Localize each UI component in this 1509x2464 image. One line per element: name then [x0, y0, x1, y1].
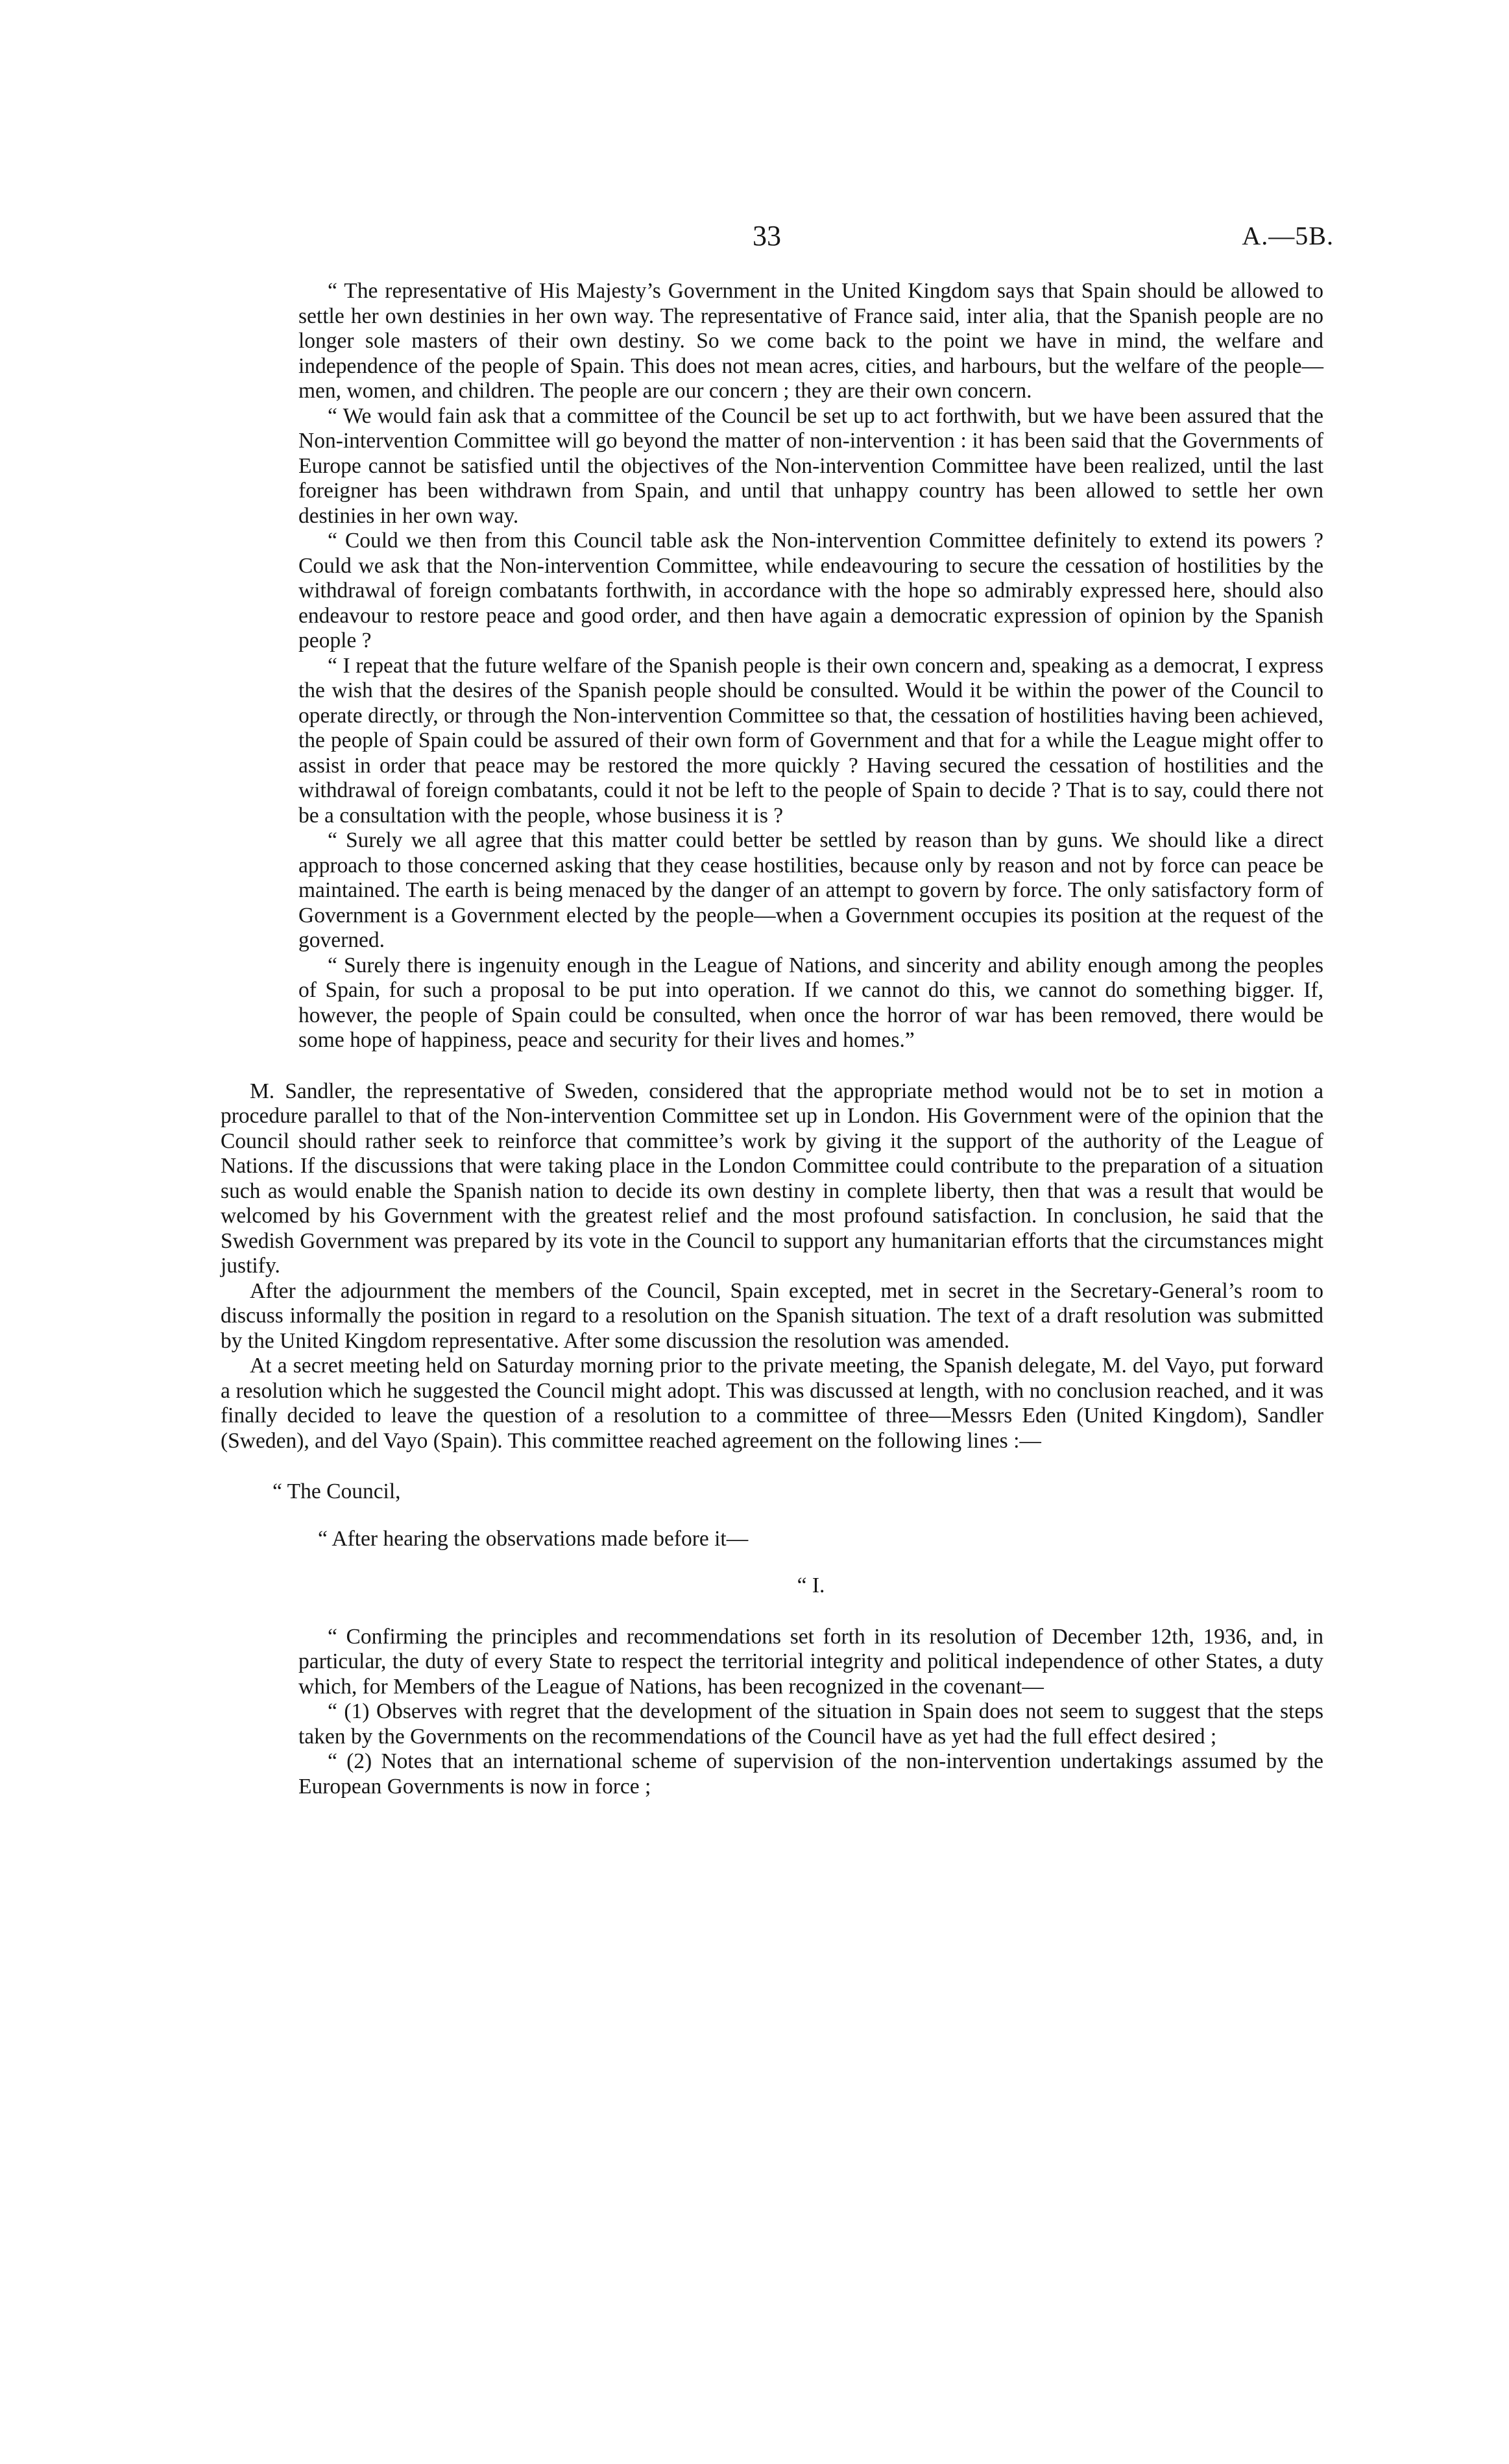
quote-paragraph-3: “ Could we then from this Council table ask the Non-intervention Committee definitely to extend its powers ? Could we ask that the Non-intervention Committee, while endeavouring to secure the cessation of hostilities by the withdrawal of foreign combatants forthwith, in accordance with the hope so admirably expressed here, should also endeavour to restore peace and good order, and then have again a democratic expression of opinion by the Spanish people ? — [298, 529, 1323, 652]
page-number: 33 — [753, 220, 781, 252]
resolution-preamble: “ After hearing the observations made before it— — [318, 1526, 749, 1551]
quote-paragraph-5: “ Surely we all agree that this matter could better be settled by reason than by guns. We should like a direct approach to those concerned asking that they cease hostilities, because only by reason and not by force can peace be maintained. The earth is being menaced by the danger of an attempt to govern by force. The only satisfactory form of Government is a Government elected by the people—when a Government occupies its position at the request of the governed. — [298, 828, 1323, 952]
resolution-item-2: “ (2) Notes that an international scheme of supervision of the non-intervention undertakings assumed by the European Governments is now in force ; — [298, 1749, 1323, 1799]
sandler-paragraph: M. Sandler, the representative of Sweden, considered that the appropriate method would not be to set in motion a procedure parallel to that of the Non-intervention Committee set up in London. His Government were of the opinion that the Council should rather seek to reinforce that committee’s work by giving it the support of the authority of the League of Nations. If the discussions that were taking place in the London Committee could contribute to the preparation of a situation such as would enable the Spanish nation to decide its own destiny in complete liberty, then that was a result that would be welcomed by his Government with the greatest relief and the most profound satisfaction. In conclusion, he said that the Swedish Government was prepared by its vote in the Council to support any humanitarian efforts that the circumstances might justify. — [221, 1079, 1323, 1278]
resolution-council-heading: “ The Council, — [272, 1479, 401, 1503]
quote-paragraph-1: “ The representative of His Majesty’s Government in the United Kingdom says that Spain should be allowed to settle her own destinies in her own way. The representative of France said, inter alia, that the Spanish people are no longer sole masters of their own destiny. So we come back to the point we have in mind, the welfare and independence of the people of Spain. This does not mean acres, cities, and harbours, but the welfare of the people—men, women, and children. The people are our concern ; they are their own concern. — [298, 279, 1323, 403]
adjournment-paragraph: After the adjournment the members of the Council, Spain excepted, met in secret in the Secretary-General’s room to discuss informally the position in regard to a resolution on the Spanish situation. The text of a draft resolution was submitted by the United Kingdom representative. After some discussion the resolution was amended. — [221, 1278, 1323, 1353]
quote-paragraph-2: “ We would fain ask that a committee of the Council be set up to act forthwith, but we have been assured that the Non-intervention Committee will go beyond the matter of non-intervention : it has been said that the Governments of Europe cannot be satisfied until the objectives of the Non-intervention Committee have been realized, until the last foreigner has been withdrawn from Spain, and until that unhappy country has been allowed to settle her own destinies in her own way. — [298, 403, 1323, 528]
secret-meeting-paragraph: At a secret meeting held on Saturday morning prior to the private meeting, the Spanish delegate, M. del Vayo, put forward a resolution which he suggested the Council might adopt. This was discussed at length, with no conclusion reached, and it was finally decided to leave the question of a resolution to a committee of three—Messrs Eden (United Kingdom), Sandler (Sweden), and del Vayo (Spain). This committee reached agreement on the following lines :— — [221, 1354, 1323, 1453]
resolution-item-1: “ (1) Observes with regret that the development of the situation in Spain does not seem to suggest that the steps taken by the Governments on the recommendations of the Council have as yet had the full effect desired ; — [298, 1699, 1323, 1749]
document-body — [221, 279, 1323, 1799]
page-header — [0, 219, 1509, 258]
resolution-confirming-paragraph: “ Confirming the principles and recommendations set forth in its resolution of December 12th, 1936, and, in particular, the duty of every State to respect the territorial integrity and political independence of other States, a duty which, for Members of the League of Nations, has been recognized in the covenant— — [298, 1624, 1323, 1699]
document-reference: A.—5B. — [1242, 221, 1334, 250]
quote-paragraph-6: “ Surely there is ingenuity enough in the League of Nations, and sincerity and ability enough among the peoples of Spain, for such a proposal to be put into operation. If we cannot do this, we cannot do something bigger. If, however, the people of Spain could be consulted, when once the horror of war has been removed, there would be some hope of happiness, peace and security for their lives and homes.” — [298, 953, 1323, 1052]
resolution-section-heading: “ I. — [797, 1573, 825, 1597]
quote-paragraph-4: “ I repeat that the future welfare of the Spanish people is their own concern and, speaking as a democrat, I express the wish that the desires of the Spanish people should be consulted. Would it be within the power of the Council to operate directly, or through the Non-intervention Committee so that, the cessation of hostilities having been achieved, the people of Spain could be assured of their own form of Government and that for a while the League might offer to assist in order that peace may be restored the more quickly ? Having secured the cessation of hostilities and the withdrawal of foreign combatants, could it not be left to the people of Spain to decide ? That is to say, could there not be a consultation with the people, whose business it is ? — [298, 653, 1323, 828]
